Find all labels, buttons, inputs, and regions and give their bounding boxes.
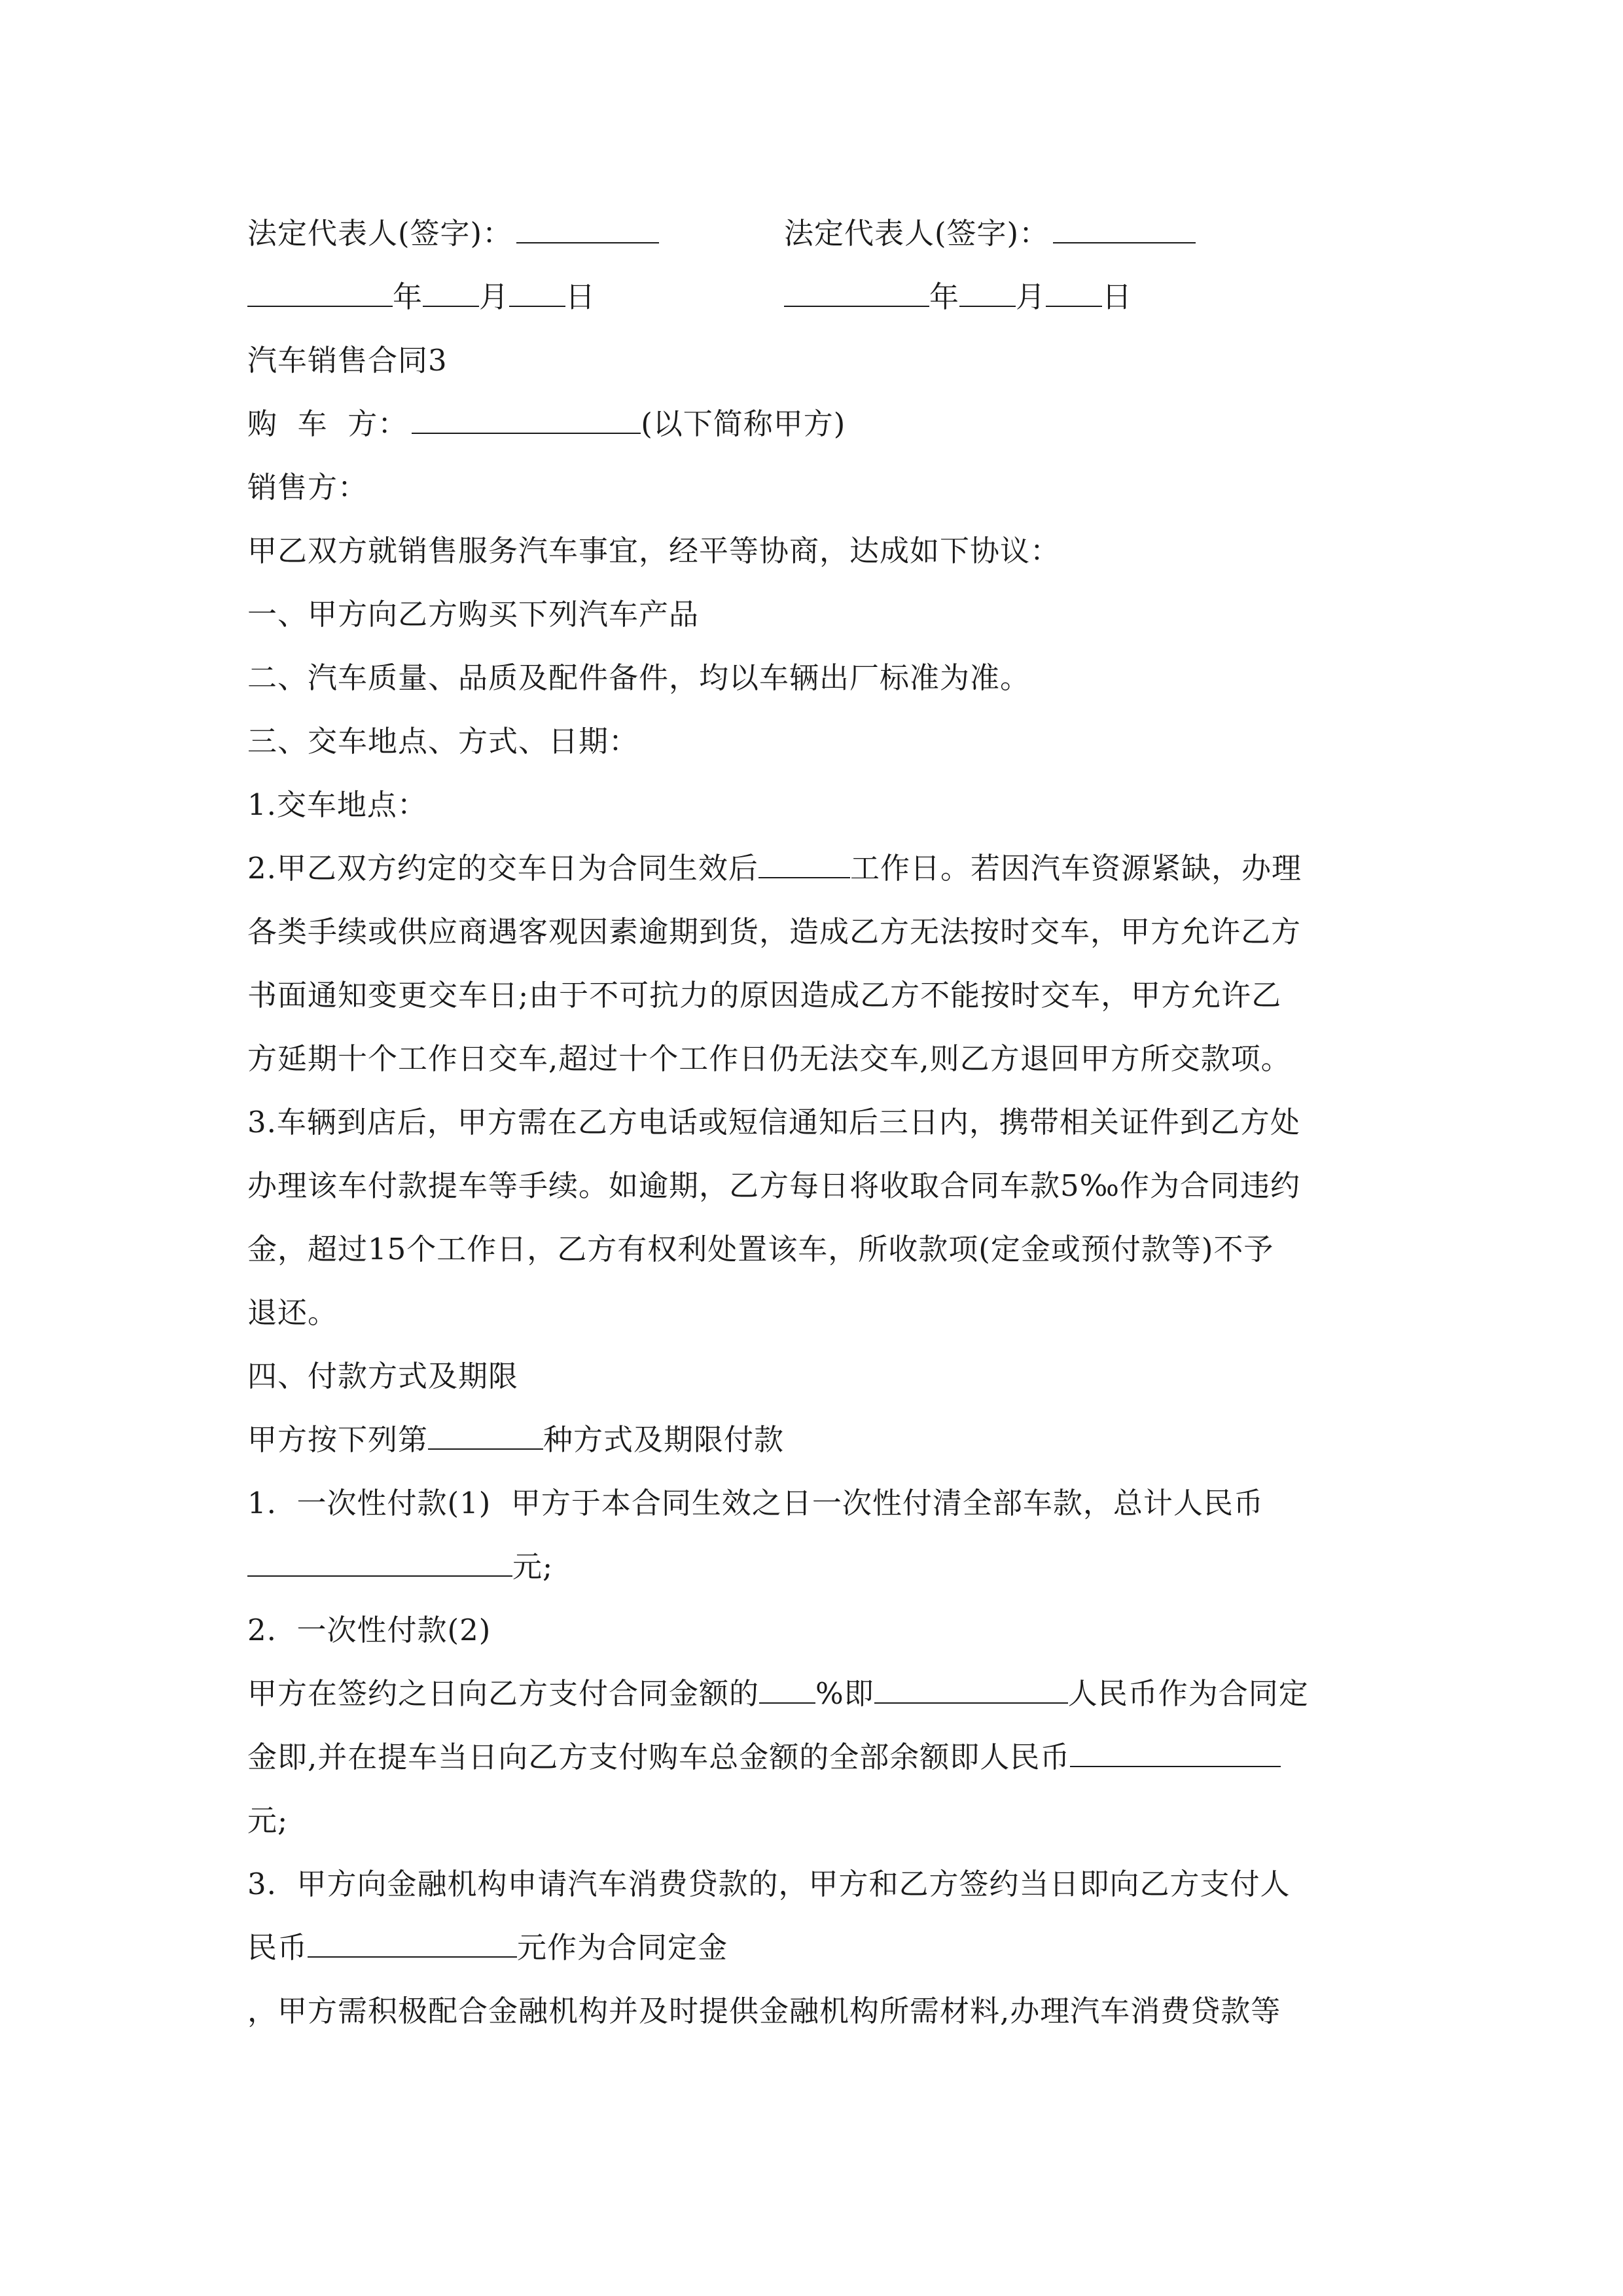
rep-label: 法定代表人(签字)：: [784, 216, 1050, 251]
text-segment: %即: [815, 1676, 874, 1711]
balance-blank: [1070, 1740, 1281, 1767]
year-label: 年: [929, 279, 960, 314]
payment-method-line: [247, 1408, 1386, 1471]
text-segment: 元作为合同定金: [517, 1930, 728, 1965]
intro-paragraph: 甲乙双方就销售服务汽车事宜，经平等协商，达成如下协议：: [247, 533, 1061, 568]
rmb-blank: [308, 1930, 517, 1958]
text-segment: 人民币作为合同定: [1067, 1676, 1309, 1711]
year-label: 年: [393, 279, 423, 314]
delivery-date-line-3: 书面通知变更交车日;由于不可抗力的原因造成乙方不能按时交车，甲方允许乙: [247, 978, 1282, 1013]
signature-blank: [1053, 216, 1196, 243]
party-b-date: [784, 265, 1373, 329]
signature-blank: [516, 216, 659, 243]
payment-2-line-3: 元;: [247, 1803, 289, 1838]
total-amount-blank: [247, 1549, 512, 1577]
month-label: 月: [479, 279, 510, 314]
year-blank: [247, 279, 393, 307]
workdays-blank: [758, 851, 850, 878]
text-segment: 元;: [512, 1549, 554, 1584]
buyer-blank: [412, 406, 641, 434]
document-body: [247, 202, 1386, 2043]
section-2: 二、汽车质量、品质及配件备件，均以车辆出厂标准为准。: [247, 660, 1031, 695]
text-segment: 工作日。若因汽车资源紧缺，办理: [849, 851, 1302, 886]
signature-row: [247, 202, 1386, 265]
day-label: 日: [1102, 279, 1133, 314]
day-label: 日: [565, 279, 596, 314]
payment-3-line-2: [247, 1916, 1386, 1979]
delivery-date-line-4: 方延期十个工作日交车,超过十个工作日仍无法交车,则乙方退回甲方所交款项。: [247, 1041, 1291, 1076]
section-1: 一、甲方向乙方购买下列汽车产品: [247, 597, 700, 632]
pickup-line-3: 金，超过15个工作日，乙方有权利处置该车，所收款项(定金或预付款等)不予: [247, 1232, 1274, 1266]
day-blank: [1046, 279, 1102, 307]
day-blank: [509, 279, 565, 307]
pickup-line-1: 3.车辆到店后，甲方需在乙方电话或短信通知后三日内，携带相关证件到乙方处: [247, 1105, 1300, 1139]
year-blank: [784, 279, 929, 307]
buyer-line: [247, 392, 1386, 456]
delivery-date-line-2: 各类手续或供应商遇客观因素逾期到货，造成乙方无法按时交车，甲方允许乙方: [247, 914, 1302, 949]
buyer-label: 购 车 方：: [247, 406, 408, 441]
delivery-location: 1.交车地点：: [247, 787, 427, 822]
section-3-heading: 三、交车地点、方式、日期：: [247, 724, 639, 759]
delivery-date-line-1: [247, 836, 1386, 900]
payment-1-line-2: [247, 1535, 1386, 1598]
text-segment: 民币: [247, 1930, 308, 1965]
text-segment: 种方式及期限付款: [543, 1422, 785, 1457]
pickup-line-4: 退还。: [247, 1295, 338, 1330]
payment-2-line-2: [247, 1725, 1386, 1789]
section-4-heading: 四、付款方式及期限: [247, 1359, 519, 1393]
text-segment: 甲方按下列第: [247, 1422, 429, 1457]
deposit-blank: [874, 1676, 1068, 1704]
text-segment: 金即,并在提车当日向乙方支付购车总金额的全部余额即人民币: [247, 1740, 1071, 1774]
text-segment: 甲方在签约之日向乙方支付合同金额的: [247, 1676, 760, 1711]
payment-3-line-3: ，甲方需积极配合金融机构并及时提供金融机构所需材料,办理汽车消费贷款等: [247, 1994, 1281, 2028]
date-row: [247, 265, 1386, 329]
seller-line: 销售方：: [247, 470, 368, 505]
month-label: 月: [1016, 279, 1046, 314]
payment-2-line-1: [247, 1662, 1386, 1725]
method-blank: [428, 1422, 543, 1450]
month-blank: [959, 279, 1016, 307]
contract-title: 汽车销售合同3: [247, 343, 448, 378]
rep-label: 法定代表人(签字)：: [247, 216, 513, 251]
payment-2-title: 2. 一次性付款(2): [247, 1613, 491, 1647]
payment-3-line-1: 3. 甲方向金融机构申请汽车消费贷款的，甲方和乙方签约当日即向乙方支付人: [247, 1867, 1291, 1901]
text-segment: 2.甲乙双方约定的交车日为合同生效后: [247, 851, 758, 886]
party-a-signature: [247, 202, 784, 265]
buyer-suffix: (以下简称甲方): [641, 406, 846, 441]
month-blank: [423, 279, 479, 307]
party-b-signature: [784, 202, 1373, 265]
payment-1-line-1: 1. 一次性付款(1) 甲方于本合同生效之日一次性付清全部车款，总计人民币: [247, 1486, 1264, 1520]
percent-blank: [759, 1676, 815, 1704]
party-a-date: [247, 265, 784, 329]
pickup-line-2: 办理该车付款提车等手续。如逾期，乙方每日将收取合同车款5‰作为合同违约: [247, 1168, 1301, 1203]
